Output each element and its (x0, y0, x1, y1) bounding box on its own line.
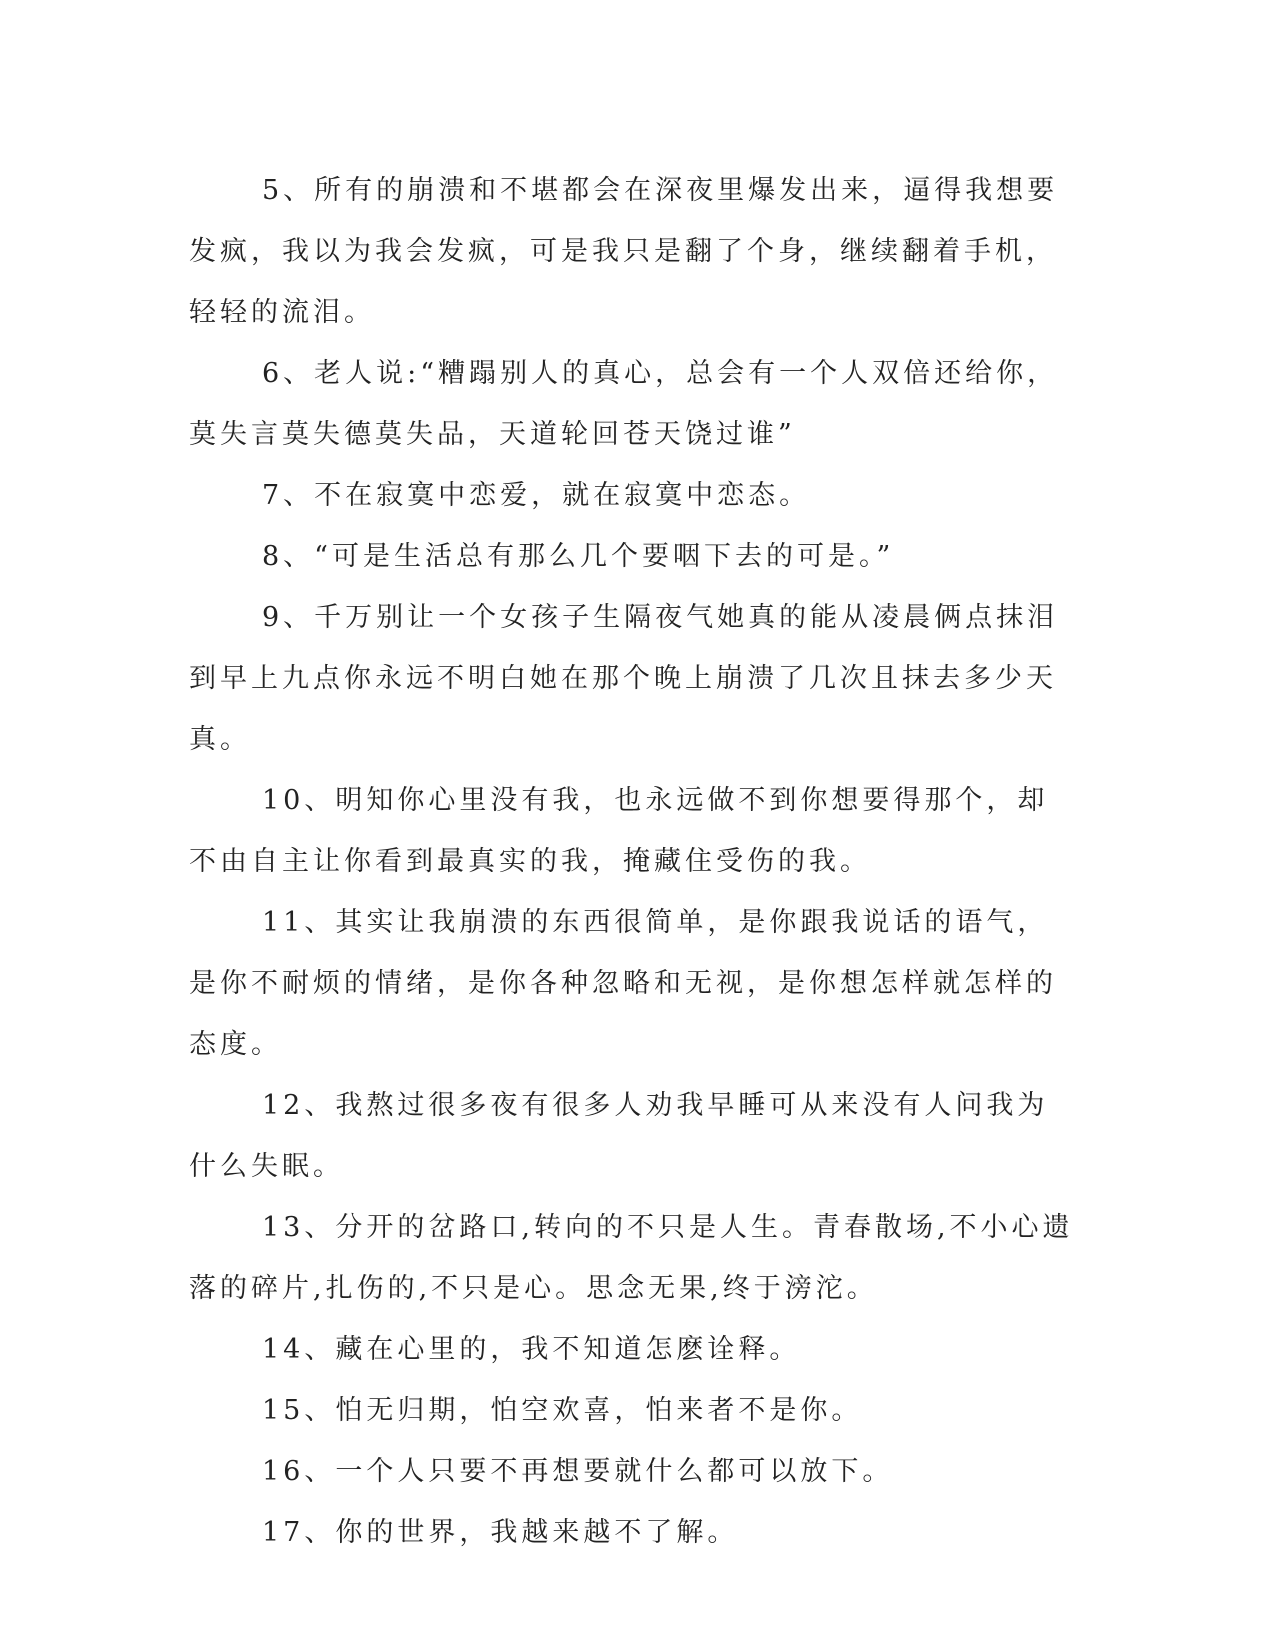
paragraph-10: 10、明知你心里没有我，也永远做不到你想要得那个，却不由自主让你看到最真实的我，掩藏住受伤的我。 (189, 785, 1049, 877)
paragraph-15: 15、怕无归期，怕空欢喜，怕来者不是你。 (262, 1395, 863, 1426)
paragraph-14: 14、藏在心里的，我不知道怎麽诠释。 (262, 1334, 801, 1365)
document-body (189, 160, 1079, 1563)
paragraph-9: 9、千万别让一个女孩子生隔夜气她真的能从凌晨俩点抹泪到早上九点你永远不明白她在那个晚上崩溃了几次且抹去多少天真。 (189, 602, 1059, 755)
paragraph-5: 5、所有的崩溃和不堪都会在深夜里爆发出来，逼得我想要发疯，我以为我会发疯，可是我只是翻了个身，继续翻着手机，轻轻的流泪。 (189, 175, 1059, 328)
paragraph-8: 8、“可是生活总有那么几个要咽下去的可是。” (262, 541, 895, 572)
paragraph-13: 13、分开的岔路口,转向的不只是人生。青春散场,不小心遗落的碎片,扎伤的,不只是心。思念无果,终于滂沱。 (189, 1212, 1074, 1304)
paragraph-11: 11、其实让我崩溃的东西很简单，是你跟我说话的语气，是你不耐烦的情绪，是你各种忽略和无视，是你想怎样就怎样的态度。 (189, 907, 1057, 1060)
paragraph-16: 16、一个人只要不再想要就什么都可以放下。 (262, 1456, 894, 1487)
paragraph-17: 17、你的世界，我越来越不了解。 (262, 1517, 739, 1548)
paragraph-12: 12、我熬过很多夜有很多人劝我早睡可从来没有人问我为什么失眠。 (189, 1090, 1049, 1182)
paragraph-6: 6、老人说:“糟蹋别人的真心，总会有一个人双倍还给你，莫失言莫失德莫失品，天道轮回苍天饶过谁” (189, 358, 1059, 450)
paragraph-7: 7、不在寂寞中恋爱，就在寂寞中恋态。 (262, 480, 811, 511)
